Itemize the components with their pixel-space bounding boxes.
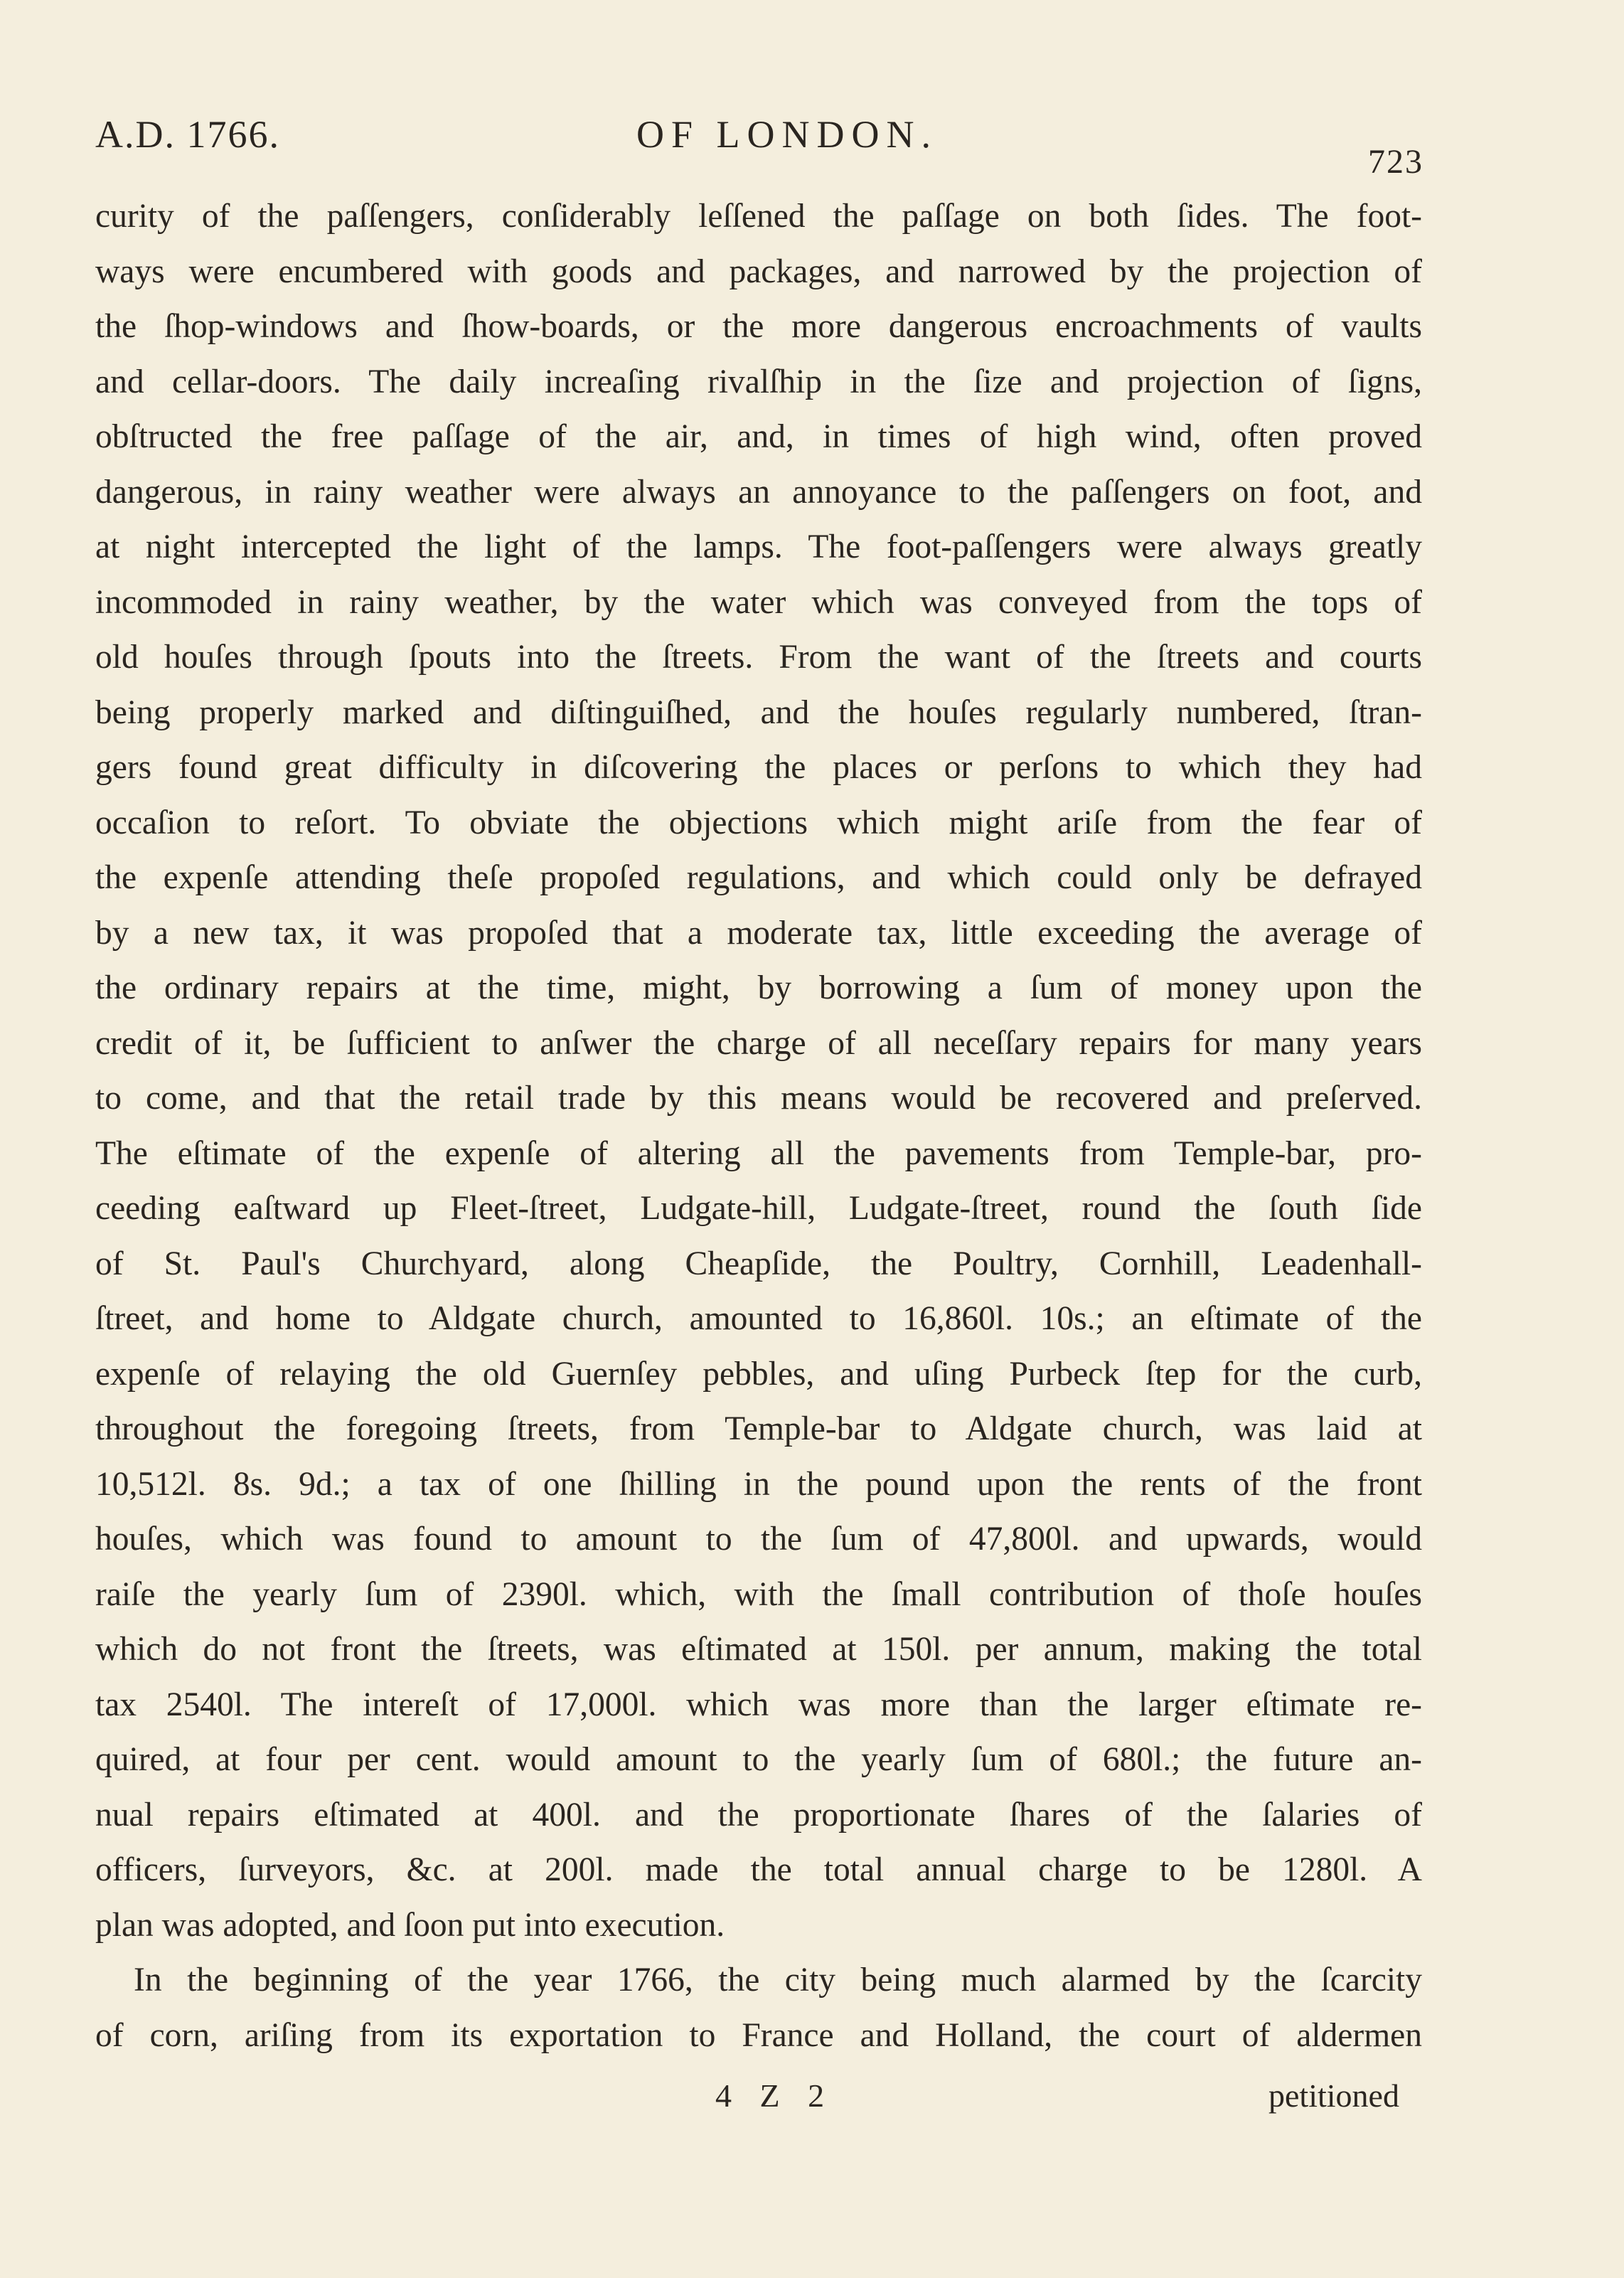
text-line: officers, ſurveyors, &c. at 200l. made the total annual charge to be 1280l. A	[95, 1851, 1422, 1888]
text-line: The eſtimate of the expenſe of altering all the pavements from Temple-bar, pro-	[95, 1134, 1422, 1172]
text-line: houſes, which was found to amount to the ſum of 47,800l. and upwards, would	[95, 1521, 1422, 1558]
text-line: nual repairs eſtimated at 400l. and the proportionate ſhares of the ſalaries of	[95, 1796, 1422, 1833]
text-line: plan was adopted, and ſoon put into execution.	[95, 1906, 725, 1944]
running-head-title: OF LONDON.	[636, 113, 938, 156]
text-line: quired, at four per cent. would amount to the yearly ſum of 680l.; the future an-	[95, 1741, 1422, 1778]
text-line: throughout the foregoing ſtreets, from Temple-bar to Aldgate church, was laid at	[95, 1410, 1422, 1447]
running-head-year: A.D. 1766.	[95, 113, 280, 156]
text-line: 10,512l. 8s. 9d.; a tax of one ſhilling in the pound upon the rents of the front	[95, 1465, 1422, 1503]
text-line: of corn, ariſing from its exportation to France and Holland, the court of aldermen	[95, 2016, 1422, 2054]
text-line: credit of it, be ſufficient to anſwer the charge of all neceſſary repairs for many years	[95, 1024, 1422, 1062]
text-line: incommoded in rainy weather, by the water which was conveyed from the tops of	[95, 583, 1422, 621]
text-line: of St. Paul's Churchyard, along Cheapſide, the Poultry, Cornhill, Leadenhall-	[95, 1245, 1422, 1282]
body-text	[95, 189, 1422, 2063]
page-number: 723	[1368, 143, 1423, 181]
text-line: ceeding eaſtward up Fleet-ſtreet, Ludgate-hill, Ludgate-ſtreet, round the ſouth ſide	[95, 1190, 1422, 1227]
text-line: the ſhop-windows and ſhow-boards, or the more dangerous encroachments of vaults	[95, 308, 1422, 345]
text-line: gers found great difficulty in diſcovering the places or perſons to which they had	[95, 749, 1422, 786]
text-line: tax 2540l. The intereſt of 17,000l. which was more than the larger eſtimate re-	[95, 1686, 1422, 1723]
text-line: by a new tax, it was propoſed that a moderate tax, little exceeding the average of	[95, 914, 1422, 952]
text-line: curity of the paſſengers, conſiderably leſſened the paſſage on both ſides. The foot-	[95, 198, 1422, 235]
text-line: dangerous, in rainy weather were always an annoyance to the paſſengers on foot, and	[95, 473, 1422, 511]
text-line: raiſe the yearly ſum of 2390l. which, with the ſmall contribution of thoſe houſes	[95, 1575, 1422, 1613]
text-line: the ordinary repairs at the time, might, by borrowing a ſum of money upon the	[95, 969, 1422, 1006]
text-line: ways were encumbered with goods and packages, and narrowed by the projection of	[95, 252, 1422, 290]
text-line: old houſes through ſpouts into the ſtreets. From the want of the ſtreets and courts	[95, 639, 1422, 676]
text-line: to come, and that the retail trade by this means would be recovered and preſerved.	[95, 1080, 1422, 1117]
signature-mark: 4 Z 2	[715, 2077, 835, 2114]
text-line: the expenſe attending theſe propoſed regulations, and which could only be defrayed	[95, 859, 1422, 896]
text-line: ſtreet, and home to Aldgate church, amounted to 16,860l. 10s.; an eſtimate of the	[95, 1300, 1422, 1337]
text-line: expenſe of relaying the old Guernſey pebbles, and uſing Purbeck ſtep for the curb,	[95, 1355, 1422, 1393]
catchword: petitioned	[1268, 2077, 1399, 2114]
text-line: obſtructed the free paſſage of the air, and, in times of high wind, often proved	[95, 418, 1422, 455]
text-line: which do not front the ſtreets, was eſtimated at 150l. per annum, making the total	[95, 1631, 1422, 1668]
text-line: being properly marked and diſtinguiſhed, and the houſes regularly numbered, ſtran-	[95, 693, 1422, 731]
text-line: at night intercepted the light of the lamps. The foot-paſſengers were always greatly	[95, 528, 1422, 565]
text-line: In the beginning of the year 1766, the city being much alarmed by the ſcarcity	[134, 1962, 1422, 1998]
text-line: occaſion to reſort. To obviate the objections which might ariſe from the fear of	[95, 804, 1422, 841]
text-line: and cellar-doors. The daily increaſing rivalſhip in the ſize and projection of ſigns,	[95, 363, 1422, 400]
